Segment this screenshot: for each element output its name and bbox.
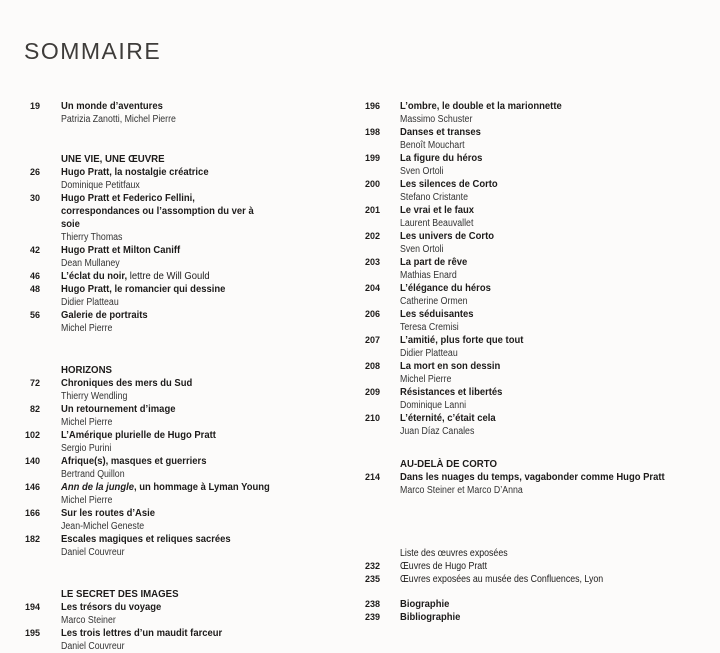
entry-title: Œuvres exposées au musée des Confluences, Lyon (400, 574, 604, 585)
entry-author: Marco Steiner (61, 615, 116, 626)
entry-title: L’éternité, c’était cela (400, 412, 496, 424)
toc-entry (358, 334, 708, 360)
page-number: 194 (24, 602, 40, 612)
page-number: 140 (24, 456, 40, 466)
entry-title: Bibliographie (400, 611, 461, 623)
toc-entry (20, 309, 350, 335)
page-number: 196 (364, 101, 380, 111)
entry-author: Dean Mullaney (61, 258, 120, 269)
entry-title: Résistances et libertés (400, 386, 503, 398)
entry-author: Mathias Enard (400, 270, 457, 281)
toc-entry (358, 178, 708, 204)
page-number: 201 (364, 205, 380, 215)
entry-author: Daniel Couvreur (61, 547, 125, 558)
page-number: 72 (29, 378, 40, 388)
page-number: 207 (364, 335, 380, 345)
page-number: 48 (29, 284, 40, 294)
page-number: 30 (29, 193, 40, 203)
entry-author: Stefano Cristante (400, 192, 468, 203)
toc-entry (358, 100, 708, 126)
page-number: 199 (364, 153, 380, 163)
toc-entry (20, 533, 350, 559)
page-number: 204 (364, 283, 380, 293)
page-number: 238 (364, 599, 380, 609)
section-heading: UNE VIE, UNE ŒUVRE (61, 153, 165, 165)
entry-author: Marco Steiner et Marco D’Anna (400, 485, 523, 496)
appendix-header: Liste des œuvres exposées (400, 548, 508, 559)
page-number: 19 (29, 101, 40, 111)
toc-entry (358, 412, 708, 438)
page-number: 203 (364, 257, 380, 267)
toc-entry (358, 611, 708, 624)
page-number: 42 (29, 245, 40, 255)
entry-title: Hugo Pratt, la nostalgie créatrice (61, 166, 209, 178)
entry-title: Les trois lettres d’un maudit farceur (61, 627, 223, 639)
entry-title: Le vrai et le faux (400, 204, 475, 216)
page-number: 166 (24, 508, 40, 518)
entry-author: Dominique Petitfaux (61, 180, 140, 191)
entry-title: L’amitié, plus forte que tout (400, 334, 524, 346)
toc-entry (20, 507, 350, 533)
entry-author: Bertrand Quillon (61, 469, 125, 480)
toc-entry (358, 360, 708, 386)
toc-entry (20, 166, 350, 192)
toc-entry (358, 308, 708, 334)
section-heading: LE SECRET DES IMAGES (61, 588, 179, 600)
entry-title: Les trésors du voyage (61, 601, 162, 613)
toc-entry (358, 230, 708, 256)
entry-author: Sven Ortoli (400, 166, 444, 177)
toc-entry (20, 283, 350, 309)
entry-author: Michel Pierre (61, 417, 113, 428)
entry-title: L’Amérique plurielle de Hugo Pratt (61, 429, 216, 441)
toc-entry (20, 481, 350, 507)
entry-title-bold: L’éclat du noir, (61, 270, 128, 282)
page-number: 210 (364, 413, 380, 423)
toc-entry (358, 573, 708, 586)
entry-title: Les univers de Corto (400, 230, 495, 242)
entry-title: Biographie (400, 598, 450, 610)
page-number: 46 (29, 271, 40, 281)
entry-title: Hugo Pratt, le romancier qui dessine (61, 283, 226, 295)
entry-title: Hugo Pratt et Milton Caniff (61, 244, 181, 256)
toc-entry (20, 403, 350, 429)
toc-entry (358, 471, 708, 497)
entry-author: Sergio Purini (61, 443, 112, 454)
entry-author: Massimo Schuster (400, 114, 473, 125)
entry-title: Danses et transes (400, 126, 481, 138)
entry-title-italic: Ann de la jungle (61, 481, 134, 493)
toc-entry (20, 192, 350, 244)
entry-author: Dominique Lanni (400, 400, 467, 411)
entry-author: Laurent Beauvallet (400, 218, 474, 229)
entry-title: Les séduisantes (400, 308, 474, 320)
entry-author: Daniel Couvreur (61, 641, 125, 652)
section-heading: HORIZONS (61, 364, 112, 376)
toc-entry (358, 256, 708, 282)
toc-entry (358, 152, 708, 178)
page-number: 232 (364, 561, 380, 571)
page-number: 146 (24, 482, 40, 492)
section-heading: AU-DELÀ DE CORTO (400, 458, 497, 470)
entry-title: Les silences de Corto (400, 178, 498, 190)
page-number: 206 (364, 309, 380, 319)
page-number: 214 (364, 472, 380, 482)
page-number: 239 (364, 612, 380, 622)
entry-author: Thierry Wendling (61, 391, 128, 402)
toc-entry (358, 282, 708, 308)
entry-title: Chroniques des mers du Sud (61, 377, 193, 389)
page-number: 82 (29, 404, 40, 414)
toc-entry (20, 270, 350, 283)
entry-title: Galerie de portraits (61, 309, 148, 321)
entry-title: Un retournement d’image (61, 403, 176, 415)
entry-title: L’élégance du héros (400, 282, 491, 294)
entry-author: Michel Pierre (61, 323, 113, 334)
toc-entry (358, 386, 708, 412)
toc-entry (358, 598, 708, 611)
toc-entry (20, 377, 350, 403)
entry-author: Didier Platteau (400, 348, 458, 359)
entry-title: Un monde d’aventures (61, 100, 163, 112)
toc-entry (20, 429, 350, 455)
entry-author: Michel Pierre (400, 374, 452, 385)
page-number: 202 (364, 231, 380, 241)
left-column (20, 100, 350, 653)
entry-author: Didier Platteau (61, 297, 119, 308)
toc-entry (20, 455, 350, 481)
page-number: 198 (364, 127, 380, 137)
toc-entry (20, 601, 350, 627)
entry-author: Catherine Ormen (400, 296, 468, 307)
entry-title-rest: lettre de Will Gould (127, 270, 210, 282)
page-number: 56 (29, 310, 40, 320)
toc-entry (20, 627, 350, 653)
entry-author: Juan Díaz Canales (400, 426, 475, 437)
entry-title: Escales magiques et reliques sacrées (61, 533, 231, 545)
entry-title: Hugo Pratt et Federico Fellini, correspondances ou l’assomption du ver à soie (61, 192, 254, 230)
entry-author: Benoît Mouchart (400, 140, 465, 151)
entry-title: La part de rêve (400, 256, 468, 268)
entry-title: L’ombre, le double et la marionnette (400, 100, 562, 112)
page-number: 26 (29, 167, 40, 177)
right-column (358, 100, 708, 624)
entry-author: Michel Pierre (61, 495, 113, 506)
page-title: SOMMAIRE (24, 38, 162, 64)
toc-entry (20, 244, 350, 270)
entry-title: Dans les nuages du temps, vagabonder comme Hugo Pratt (400, 471, 665, 483)
entry-title (61, 481, 321, 494)
entry-author: Jean-Michel Geneste (61, 521, 145, 532)
entry-author: Thierry Thomas (61, 232, 123, 243)
entry-author: Sven Ortoli (400, 244, 444, 255)
entry-title: La figure du héros (400, 152, 483, 164)
page-number: 235 (364, 574, 380, 584)
toc-entry (358, 126, 708, 152)
entry-title-rest: , un hommage à Lyman Young (133, 481, 270, 493)
page-number: 195 (24, 628, 40, 638)
entry-title: Œuvres de Hugo Pratt (400, 561, 488, 572)
page-number: 102 (24, 430, 40, 440)
entry-author: Teresa Cremisi (400, 322, 459, 333)
toc-entry (20, 100, 350, 126)
entry-author: Patrizia Zanotti, Michel Pierre (61, 114, 176, 125)
toc-entry (358, 560, 708, 573)
entry-title: Afrique(s), masques et guerriers (61, 455, 207, 467)
page-number: 200 (364, 179, 380, 189)
entry-title: Sur les routes d’Asie (61, 507, 156, 519)
page-number: 182 (24, 534, 40, 544)
toc-entry (358, 204, 708, 230)
page-number: 209 (364, 387, 380, 397)
entry-title (61, 270, 321, 283)
entry-title: La mort en son dessin (400, 360, 501, 372)
page-number: 208 (364, 361, 380, 371)
